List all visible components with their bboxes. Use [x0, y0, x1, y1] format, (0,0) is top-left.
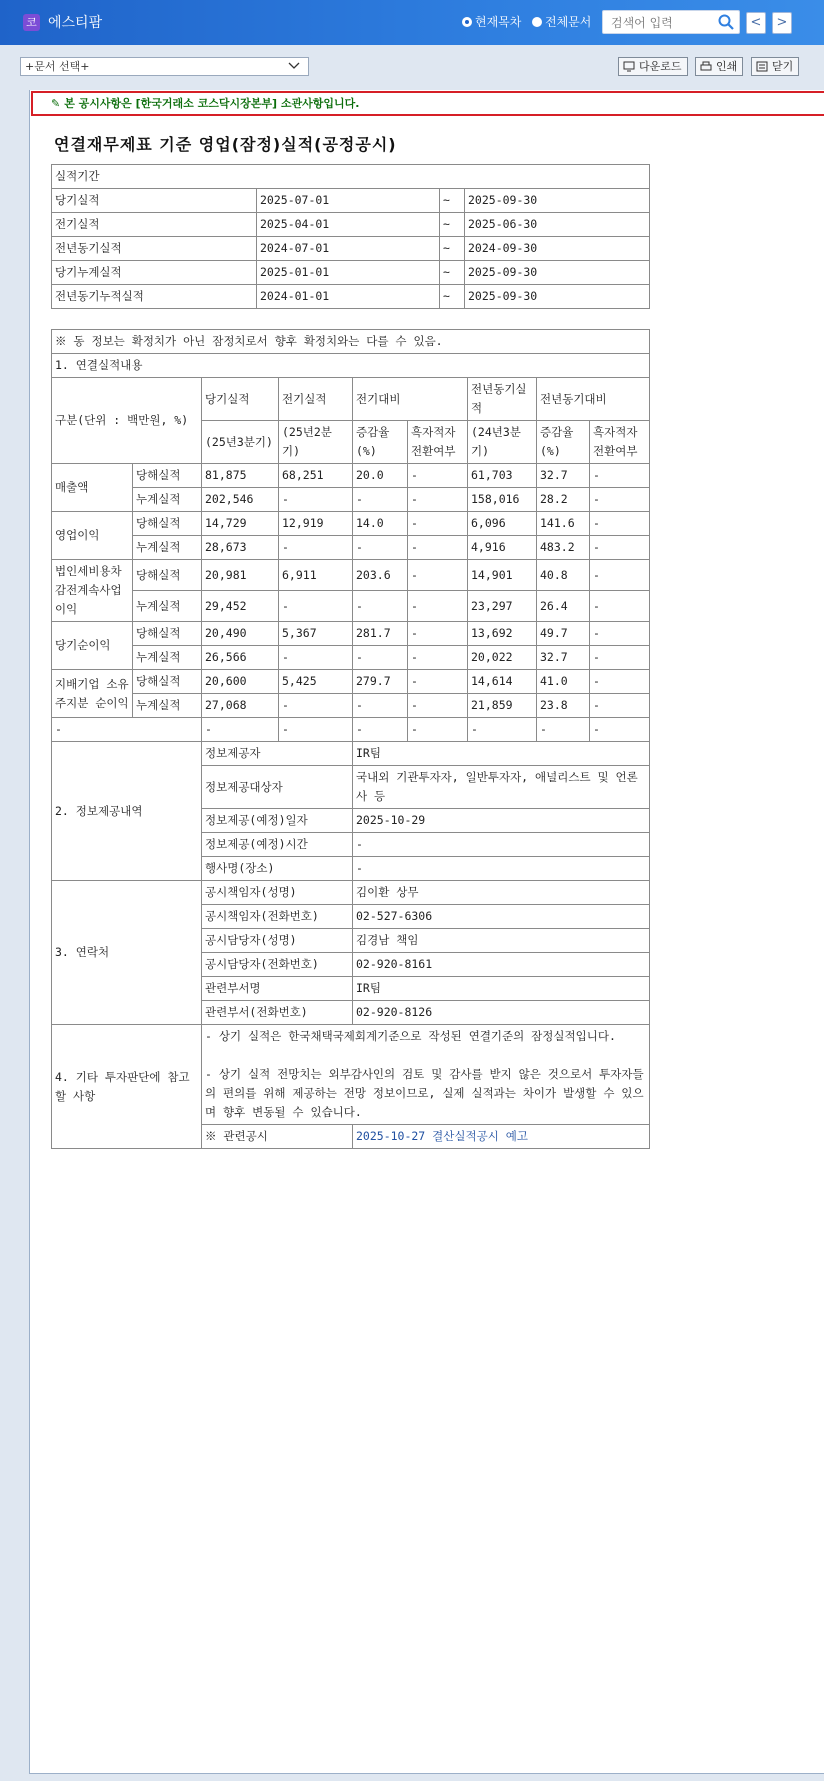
- cell-turn: -: [408, 512, 468, 536]
- table-row: [52, 694, 650, 718]
- cell-turn: -: [408, 670, 468, 694]
- notice-text: 본 공시사항은 [한국거래소 코스닥시장본부] 소관사항입니다.: [64, 97, 360, 110]
- close-label: 닫기: [772, 60, 794, 73]
- period-row: [52, 285, 650, 309]
- cell-turn: -: [408, 560, 468, 591]
- cell-yr: 26.4: [537, 591, 590, 622]
- cell-type: 당해실적: [133, 560, 202, 591]
- cell-prev: 68,251: [279, 464, 353, 488]
- cell-rate: -: [353, 536, 408, 560]
- radio-current-toc[interactable]: [462, 13, 521, 30]
- cell-yt: -: [590, 591, 650, 622]
- toolbar: [0, 45, 824, 89]
- section-2-heading: 2. 정보제공내역: [52, 742, 202, 881]
- dash-cell: -: [202, 718, 279, 742]
- dash-cell: -: [537, 718, 590, 742]
- spacer: [205, 1046, 646, 1065]
- cell-type: 당해실적: [133, 670, 202, 694]
- cell-cur: 20,490: [202, 622, 279, 646]
- radio-current-label: 현재목차: [475, 15, 522, 29]
- sub-yoy-base: (24년3분기): [468, 421, 537, 464]
- cell-yb: 23,297: [468, 591, 537, 622]
- other-note-1: - 상기 실적은 한국채택국제회계기준으로 작성된 연결기준의 잠정실적입니다.: [205, 1029, 616, 1043]
- section-4-heading: 4. 기타 투자판단에 참고할 사항: [52, 1025, 202, 1149]
- related-disclosure-link[interactable]: 2025-10-27 결산실적공시 예고: [356, 1129, 528, 1143]
- radio-unselected-icon[interactable]: [532, 17, 542, 27]
- info-value: -: [353, 833, 650, 857]
- period-tilde: ~: [440, 261, 465, 285]
- dash-cell: -: [279, 718, 353, 742]
- table-row: [52, 488, 650, 512]
- company-name: 에스티팜: [48, 15, 103, 31]
- cell-prev: 12,919: [279, 512, 353, 536]
- cell-cur: 28,673: [202, 536, 279, 560]
- col-prev: 전기실적: [279, 378, 353, 421]
- cell-yb: 20,022: [468, 646, 537, 670]
- print-label: 인쇄: [716, 60, 738, 73]
- table-row: [52, 670, 650, 694]
- results-table: [51, 329, 650, 1149]
- top-bar: [0, 0, 824, 45]
- prev-button[interactable]: <: [746, 12, 766, 34]
- table-row: [52, 646, 650, 670]
- printer-icon: [700, 61, 712, 72]
- info-key: 정보제공(예정)일자: [202, 809, 353, 833]
- contact-value: 김경남 책임: [353, 929, 650, 953]
- cell-yt: -: [590, 646, 650, 670]
- period-from: 2025-07-01: [257, 189, 440, 213]
- section-3-heading: 3. 연락처: [52, 881, 202, 1025]
- cell-prev: 5,367: [279, 622, 353, 646]
- cell-yt: -: [590, 488, 650, 512]
- radio-all-docs[interactable]: [532, 13, 591, 30]
- cell-turn: -: [408, 622, 468, 646]
- cell-yr: 41.0: [537, 670, 590, 694]
- search-box: [602, 10, 740, 34]
- cell-yr: 32.7: [537, 464, 590, 488]
- cell-yb: 14,614: [468, 670, 537, 694]
- sub-turn: 흑자적자전환여부: [408, 421, 468, 464]
- cell-yb: 14,901: [468, 560, 537, 591]
- cell-type: 당해실적: [133, 464, 202, 488]
- cell-yb: 4,916: [468, 536, 537, 560]
- notice-banner: [31, 91, 824, 116]
- period-label: 전기실적: [52, 213, 257, 237]
- cell-yb: 61,703: [468, 464, 537, 488]
- contact-key: 관련부서(전화번호): [202, 1001, 353, 1025]
- cell-rate: 281.7: [353, 622, 408, 646]
- info-value: -: [353, 857, 650, 881]
- cell-yr: 141.6: [537, 512, 590, 536]
- leaf-icon: ✎: [51, 97, 61, 110]
- cell-yb: 21,859: [468, 694, 537, 718]
- period-label: 당기실적: [52, 189, 257, 213]
- related-link-cell: [353, 1125, 650, 1149]
- period-from: 2024-01-01: [257, 285, 440, 309]
- cell-rate: -: [353, 488, 408, 512]
- contact-value: 02-920-8161: [353, 953, 650, 977]
- period-tilde: ~: [440, 189, 465, 213]
- table-row: [52, 464, 650, 488]
- period-label: 전년동기누적실적: [52, 285, 257, 309]
- unit-label: 구분(단위 : 백만원, %): [52, 378, 202, 464]
- search-input[interactable]: [609, 12, 718, 34]
- period-row: [52, 237, 650, 261]
- period-row: [52, 261, 650, 285]
- cell-cur: 26,566: [202, 646, 279, 670]
- chevron-down-icon: [288, 61, 300, 71]
- contact-key: 공시책임자(전화번호): [202, 905, 353, 929]
- download-button[interactable]: [618, 57, 688, 76]
- dash-cell: -: [468, 718, 537, 742]
- period-label: 당기누계실적: [52, 261, 257, 285]
- item-name: 당기순이익: [52, 622, 133, 670]
- cell-type: 당해실적: [133, 512, 202, 536]
- sub-prev: (25년2분기): [279, 421, 353, 464]
- disclaimer: ※ 동 정보는 확정치가 아닌 잠정치로서 향후 확정치와는 다를 수 있음.: [52, 330, 650, 354]
- cell-yt: -: [590, 464, 650, 488]
- other-notes: [202, 1025, 650, 1125]
- cell-prev: -: [279, 694, 353, 718]
- contact-key: 관련부서명: [202, 977, 353, 1001]
- cell-yr: 49.7: [537, 622, 590, 646]
- table-row: [52, 512, 650, 536]
- sub-current: (25년3분기): [202, 421, 279, 464]
- cell-rate: -: [353, 646, 408, 670]
- print-button[interactable]: [695, 57, 743, 76]
- cell-turn: -: [408, 591, 468, 622]
- contact-row: [52, 881, 650, 905]
- cell-yr: 483.2: [537, 536, 590, 560]
- period-from: 2025-01-01: [257, 261, 440, 285]
- period-header: 실적기간: [52, 165, 650, 189]
- cell-prev: -: [279, 591, 353, 622]
- cell-turn: -: [408, 536, 468, 560]
- search-icon[interactable]: [718, 14, 734, 30]
- contact-value: 02-920-8126: [353, 1001, 650, 1025]
- sub-rate: 증감율(%): [353, 421, 408, 464]
- dash-cell: -: [408, 718, 468, 742]
- cell-rate: -: [353, 591, 408, 622]
- cell-prev: -: [279, 646, 353, 670]
- period-label: 전년동기실적: [52, 237, 257, 261]
- cell-type: 누계실적: [133, 694, 202, 718]
- period-table: [51, 164, 650, 309]
- contact-key: 공시책임자(성명): [202, 881, 353, 905]
- cell-type: 누계실적: [133, 488, 202, 512]
- cell-rate: 20.0: [353, 464, 408, 488]
- cell-yr: 23.8: [537, 694, 590, 718]
- cell-yb: 13,692: [468, 622, 537, 646]
- cell-yt: -: [590, 622, 650, 646]
- item-name: 매출액: [52, 464, 133, 512]
- info-row: [52, 742, 650, 766]
- cell-rate: 279.7: [353, 670, 408, 694]
- period-to: 2025-06-30: [465, 213, 650, 237]
- item-name: 영업이익: [52, 512, 133, 560]
- period-tilde: ~: [440, 237, 465, 261]
- table-row: [52, 560, 650, 591]
- cell-yb: 6,096: [468, 512, 537, 536]
- cell-turn: -: [408, 694, 468, 718]
- cell-type: 누계실적: [133, 646, 202, 670]
- cell-yb: 158,016: [468, 488, 537, 512]
- col-yoy-base: 전년동기실적: [468, 378, 537, 421]
- info-value: 국내외 기관투자자, 일반투자자, 애널리스트 및 언론사 등: [353, 766, 650, 809]
- cell-yt: -: [590, 560, 650, 591]
- table-row: [52, 622, 650, 646]
- cell-turn: -: [408, 464, 468, 488]
- dash-cell: -: [353, 718, 408, 742]
- cell-rate: 14.0: [353, 512, 408, 536]
- contact-value: 02-527-6306: [353, 905, 650, 929]
- related-label: ※ 관련공시: [202, 1125, 353, 1149]
- contact-key: 공시담당자(성명): [202, 929, 353, 953]
- table-row: [52, 591, 650, 622]
- close-button[interactable]: [751, 57, 799, 76]
- download-label: 다운로드: [639, 60, 682, 73]
- contact-value: 김이환 상무: [353, 881, 650, 905]
- period-tilde: ~: [440, 213, 465, 237]
- period-from: 2024-07-01: [257, 237, 440, 261]
- cell-prev: -: [279, 536, 353, 560]
- document-select-value: +문서 선택+: [25, 60, 90, 73]
- period-from: 2025-04-01: [257, 213, 440, 237]
- contact-key: 공시담당자(전화번호): [202, 953, 353, 977]
- other-note-2: - 상기 실적 전망치는 외부감사인의 검토 및 감사를 받지 않은 것으로서 투자자들의 편의를 위해 제공하는 전망 정보이므로, 실제 실적과는 차이가 발생할 수 있으며 향후 변동될 수 있습니다.: [205, 1067, 644, 1119]
- cell-cur: 20,600: [202, 670, 279, 694]
- period-tilde: ~: [440, 285, 465, 309]
- cell-yt: -: [590, 694, 650, 718]
- period-to: 2024-09-30: [465, 237, 650, 261]
- document-frame: [29, 90, 824, 1774]
- radio-all-label: 전체문서: [545, 15, 592, 29]
- dash-cell: -: [590, 718, 650, 742]
- period-to: 2025-09-30: [465, 285, 650, 309]
- company-logo-icon: 코: [23, 14, 40, 31]
- period-row: [52, 189, 650, 213]
- cell-cur: 81,875: [202, 464, 279, 488]
- cell-yr: 32.7: [537, 646, 590, 670]
- cell-yt: -: [590, 512, 650, 536]
- cell-prev: 5,425: [279, 670, 353, 694]
- cell-cur: 202,546: [202, 488, 279, 512]
- info-key: 행사명(장소): [202, 857, 353, 881]
- cell-yr: 40.8: [537, 560, 590, 591]
- period-row: [52, 213, 650, 237]
- cell-rate: 203.6: [353, 560, 408, 591]
- next-button[interactable]: >: [772, 12, 792, 34]
- cell-prev: -: [279, 488, 353, 512]
- item-name: 지배기업 소유주지분 순이익: [52, 670, 133, 718]
- cell-cur: 29,452: [202, 591, 279, 622]
- cell-cur: 27,068: [202, 694, 279, 718]
- dash-cell: -: [52, 718, 202, 742]
- document-select[interactable]: [20, 57, 309, 76]
- cell-yt: -: [590, 670, 650, 694]
- table-row: [52, 536, 650, 560]
- cell-type: 누계실적: [133, 591, 202, 622]
- col-yoy: 전년동기대비: [537, 378, 650, 421]
- cell-yt: -: [590, 536, 650, 560]
- cell-cur: 14,729: [202, 512, 279, 536]
- info-value: IR팀: [353, 742, 650, 766]
- cell-type: 당해실적: [133, 622, 202, 646]
- info-key: 정보제공자: [202, 742, 353, 766]
- info-key: 정보제공대상자: [202, 766, 353, 809]
- info-key: 정보제공(예정)시간: [202, 833, 353, 857]
- section-1-heading: 1. 연결실적내용: [52, 354, 650, 378]
- cell-cur: 20,981: [202, 560, 279, 591]
- radio-selected-icon[interactable]: [462, 17, 472, 27]
- sub-turn2: 흑자적자전환여부: [590, 421, 650, 464]
- info-value: 2025-10-29: [353, 809, 650, 833]
- cell-yr: 28.2: [537, 488, 590, 512]
- dash-row: [52, 718, 650, 742]
- period-to: 2025-09-30: [465, 261, 650, 285]
- col-current: 당기실적: [202, 378, 279, 421]
- contact-value: IR팀: [353, 977, 650, 1001]
- cell-rate: -: [353, 694, 408, 718]
- monitor-icon: [623, 61, 635, 72]
- col-qoq: 전기대비: [353, 378, 468, 421]
- item-name: 법인세비용차감전계속사업이익: [52, 560, 133, 622]
- sub-rate2: 증감율(%): [537, 421, 590, 464]
- period-to: 2025-09-30: [465, 189, 650, 213]
- cell-type: 누계실적: [133, 536, 202, 560]
- cell-prev: 6,911: [279, 560, 353, 591]
- cell-turn: -: [408, 488, 468, 512]
- page-title: 연결재무제표 기준 영업(잠정)실적(공정공시): [54, 135, 397, 154]
- cell-turn: -: [408, 646, 468, 670]
- close-doc-icon: [756, 61, 768, 72]
